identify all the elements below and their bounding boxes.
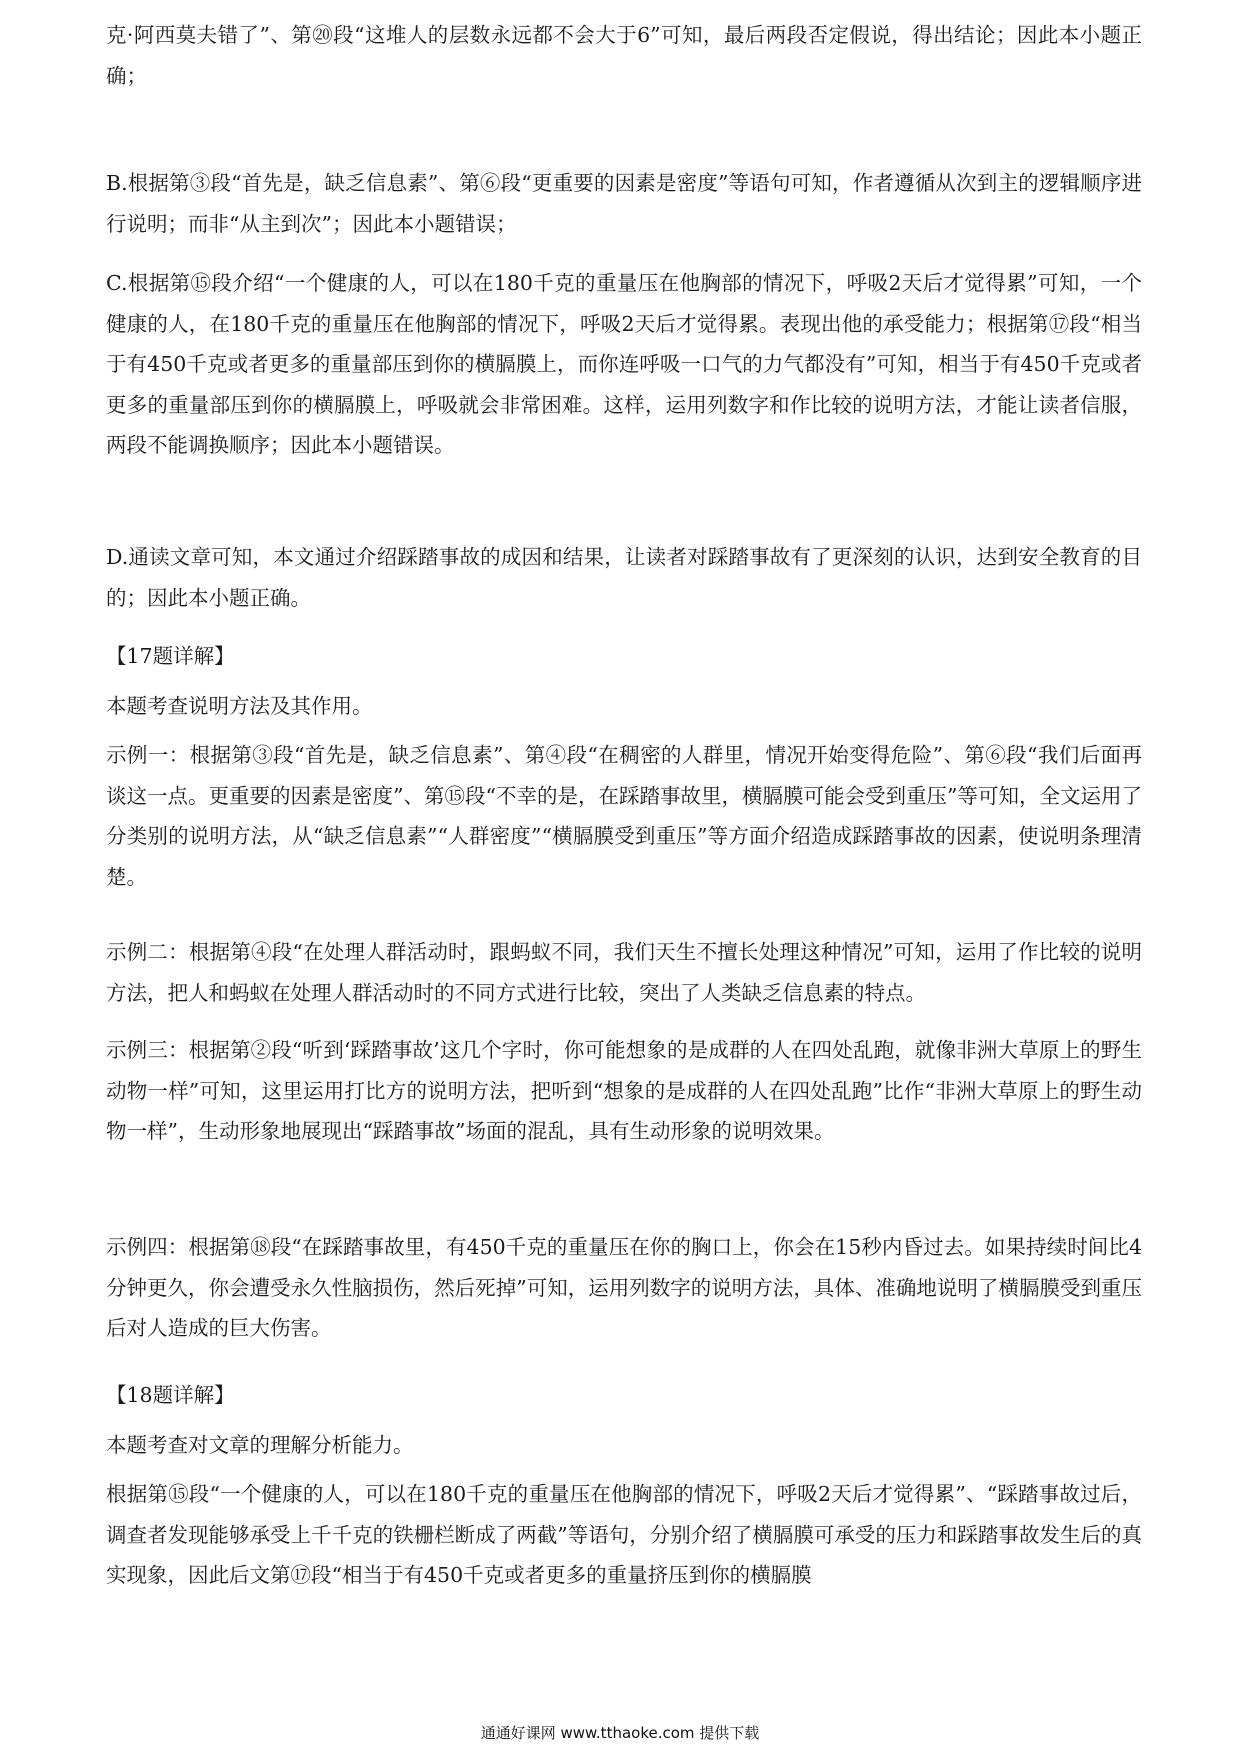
example-2: 示例二：根据第④段“在处理人群活动时，跟蚂蚁不同，我们天生不擅长处理这种情况”可知，运用了作比较的说明方法，把人和蚂蚁在处理人群活动时的不同方式进行比较，突出了人类缺乏信息素的特点。 bbox=[106, 940, 1142, 1005]
paragraph-4: D.通读文章可知，本文通过介绍踩踏事故的成因和结果，让读者对踩踏事故有了更深刻的认识，达到安全教育的目的；因此本小题正确。 bbox=[106, 545, 1142, 610]
paragraph-5: 本题考查说明方法及其作用。 bbox=[106, 694, 373, 718]
section-heading-17: 【17题详解】 bbox=[106, 644, 235, 668]
paragraph-1: 克·阿西莫夫错了”、第⑳段“这堆人的层数永远都不会大于6”可知，最后两段否定假说，得出结论；因此本小题正确； bbox=[106, 23, 1142, 88]
paragraph-6: 本题考查对文章的理解分析能力。 bbox=[106, 1433, 414, 1457]
example-1: 示例一：根据第③段“首先是，缺乏信息素”、第④段“在稠密的人群里，情况开始变得危险”、第⑥段“我们后面再谈这一点。更重要的因素是密度”、第⑮段“不幸的是，在踩踏事故里，横膈膜可能会受到重压”等可知，全文运用了分类别的说明方法，从“缺乏信息素”“人群密度”“横膈膜受到重压”等方面介绍造成踩踏事故的因素，使说明条理清楚。 bbox=[106, 743, 1142, 889]
page-footer: 通通好课网 www.tthaoke.com 提供下载 bbox=[480, 1724, 760, 1742]
paragraph-3: C.根据第⑮段介绍“一个健康的人，可以在180千克的重量压在他胸部的情况下，呼吸2天后才觉得累”可知，一个健康的人，在180千克的重量压在他胸部的情况下，呼吸2天后才觉得累。表现出他的承受能力；根据第⑰段“相当于有450千克或者更多的重量部压到你的横膈膜上，而你连呼吸一口气的力气都没有”可知，相当于有450千克或者更多的重量部压到你的横膈膜上，呼吸就会非常困难。这样，运用列数字和作比较的说明方法，才能让读者信服，两段不能调换顺序；因此本小题错误。 bbox=[106, 271, 1142, 458]
example-4: 示例四：根据第⑱段“在踩踏事故里，有450千克的重量压在你的胸口上，你会在15秒内昏过去。如果持续时间比4分钟更久，你会遭受永久性脑损伤，然后死掉”可知，运用列数字的说明方法，具体、准确地说明了横膈膜受到重压后对人造成的巨大伤害。 bbox=[106, 1235, 1142, 1341]
example-3: 示例三：根据第②段“听到‘踩踏事故’这几个字时，你可能想象的是成群的人在四处乱跑，就像非洲大草原上的野生动物一样”可知，这里运用打比方的说明方法，把听到“想象的是成群的人在四处乱跑”比作“非洲大草原上的野生动物一样”，生动形象地展现出“踩踏事故”场面的混乱，具有生动形象的说明效果。 bbox=[106, 1038, 1142, 1144]
section-heading-18: 【18题详解】 bbox=[106, 1383, 235, 1407]
paragraph-2: B.根据第③段“首先是，缺乏信息素”、第⑥段“更重要的因素是密度”等语句可知，作者遵循从次到主的逻辑顺序进行说明；而非“从主到次”；因此本小题错误； bbox=[106, 171, 1142, 236]
paragraph-7: 根据第⑮段“一个健康的人，可以在180千克的重量压在他胸部的情况下，呼吸2天后才觉得累”、“踩踏事故过后，调查者发现能够承受上千千克的铁栅栏断成了两截”等语句，分别介绍了横膈膜可承受的压力和踩踏事故发生后的真实现象，因此后文第⑰段“相当于有450千克或者更多的重量挤压到你的横膈膜 bbox=[106, 1482, 1142, 1588]
